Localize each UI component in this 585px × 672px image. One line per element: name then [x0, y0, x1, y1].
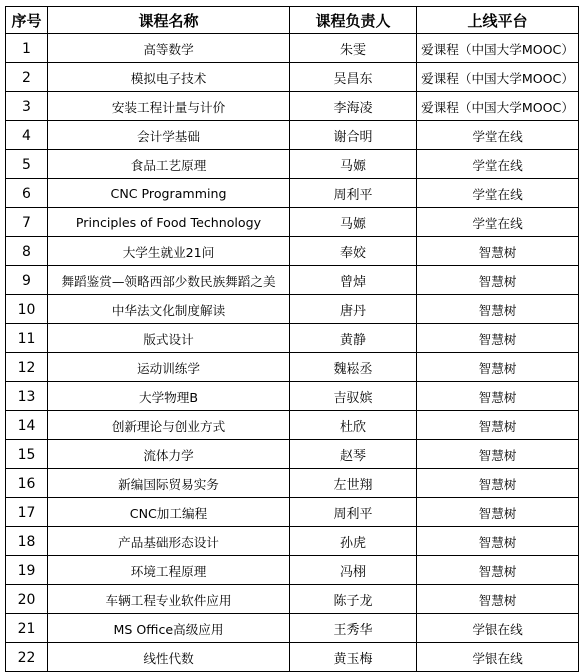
cell-index: 2 [6, 63, 48, 92]
table-row [6, 469, 579, 498]
cell-course-owner: 曾焯 [290, 266, 417, 295]
table-row [6, 527, 579, 556]
cell-index: 21 [6, 614, 48, 643]
cell-course-owner: 黄静 [290, 324, 417, 353]
cell-course-name: CNC加工编程 [48, 498, 290, 527]
cell-course-name: 运动训练学 [48, 353, 290, 382]
cell-index: 10 [6, 295, 48, 324]
cell-platform: 智慧树 [417, 556, 579, 585]
cell-course-name: 会计学基础 [48, 121, 290, 150]
cell-course-name: 食品工艺原理 [48, 150, 290, 179]
cell-course-owner: 马嫄 [290, 208, 417, 237]
course-table [5, 6, 579, 672]
cell-course-name: 线性代数 [48, 643, 290, 672]
cell-course-name: 车辆工程专业软件应用 [48, 585, 290, 614]
table-row [6, 643, 579, 672]
cell-index: 5 [6, 150, 48, 179]
cell-index: 22 [6, 643, 48, 672]
cell-course-name: 中华法文化制度解读 [48, 295, 290, 324]
cell-course-owner: 马嫄 [290, 150, 417, 179]
column-header-index: 序号 [6, 7, 48, 34]
cell-index: 20 [6, 585, 48, 614]
table-row [6, 614, 579, 643]
table-row [6, 498, 579, 527]
cell-course-owner: 冯栩 [290, 556, 417, 585]
cell-course-owner: 孙虎 [290, 527, 417, 556]
cell-course-owner: 朱雯 [290, 34, 417, 63]
column-header-course-name: 课程名称 [48, 7, 290, 34]
cell-course-name: 环境工程原理 [48, 556, 290, 585]
cell-index: 18 [6, 527, 48, 556]
table-row [6, 324, 579, 353]
cell-index: 8 [6, 237, 48, 266]
cell-course-name: 大学物理B [48, 382, 290, 411]
cell-platform: 学堂在线 [417, 121, 579, 150]
cell-course-name: MS Office高级应用 [48, 614, 290, 643]
cell-index: 16 [6, 469, 48, 498]
cell-platform: 爱课程（中国大学MOOC） [417, 34, 579, 63]
cell-course-name: 创新理论与创业方式 [48, 411, 290, 440]
cell-index: 1 [6, 34, 48, 63]
cell-platform: 智慧树 [417, 353, 579, 382]
cell-platform: 智慧树 [417, 324, 579, 353]
cell-course-owner: 吴昌东 [290, 63, 417, 92]
spreadsheet [5, 6, 579, 672]
cell-platform: 爱课程（中国大学MOOC） [417, 92, 579, 121]
table-row [6, 382, 579, 411]
cell-index: 19 [6, 556, 48, 585]
table-row [6, 92, 579, 121]
table-row [6, 179, 579, 208]
cell-platform: 智慧树 [417, 527, 579, 556]
cell-index: 17 [6, 498, 48, 527]
table-row [6, 411, 579, 440]
cell-platform: 智慧树 [417, 411, 579, 440]
cell-course-owner: 陈子龙 [290, 585, 417, 614]
cell-platform: 智慧树 [417, 585, 579, 614]
cell-index: 12 [6, 353, 48, 382]
cell-index: 11 [6, 324, 48, 353]
cell-index: 14 [6, 411, 48, 440]
cell-course-owner: 谢合明 [290, 121, 417, 150]
cell-course-name: Principles of Food Technology [48, 208, 290, 237]
cell-platform: 智慧树 [417, 498, 579, 527]
table-row [6, 556, 579, 585]
cell-course-name: 产品基础形态设计 [48, 527, 290, 556]
cell-course-name: 高等数学 [48, 34, 290, 63]
header-row [6, 7, 579, 34]
column-header-course-owner: 课程负责人 [290, 7, 417, 34]
table-row [6, 121, 579, 150]
cell-course-owner: 魏崧丞 [290, 353, 417, 382]
cell-course-name: 新编国际贸易实务 [48, 469, 290, 498]
cell-course-name: 版式设计 [48, 324, 290, 353]
cell-platform: 学堂在线 [417, 179, 579, 208]
cell-course-name: 流体力学 [48, 440, 290, 469]
cell-index: 6 [6, 179, 48, 208]
cell-index: 4 [6, 121, 48, 150]
table-row [6, 295, 579, 324]
table-row [6, 353, 579, 382]
cell-platform: 学银在线 [417, 614, 579, 643]
cell-platform: 智慧树 [417, 237, 579, 266]
cell-platform: 智慧树 [417, 440, 579, 469]
cell-course-name: 安装工程计量与计价 [48, 92, 290, 121]
cell-course-owner: 李海凌 [290, 92, 417, 121]
cell-course-name: 舞蹈鉴赏—领略西部少数民族舞蹈之美 [48, 266, 290, 295]
cell-course-name: CNC Programming [48, 179, 290, 208]
cell-platform: 爱课程（中国大学MOOC） [417, 63, 579, 92]
cell-platform: 学堂在线 [417, 208, 579, 237]
table-row [6, 440, 579, 469]
cell-course-owner: 左世翔 [290, 469, 417, 498]
cell-platform: 智慧树 [417, 295, 579, 324]
table-row [6, 208, 579, 237]
cell-course-name: 大学生就业21问 [48, 237, 290, 266]
cell-course-owner: 王秀华 [290, 614, 417, 643]
cell-index: 13 [6, 382, 48, 411]
table-body [6, 34, 579, 672]
cell-platform: 智慧树 [417, 382, 579, 411]
cell-course-owner: 黄玉梅 [290, 643, 417, 672]
cell-platform: 学堂在线 [417, 150, 579, 179]
cell-course-owner: 周利平 [290, 498, 417, 527]
cell-index: 7 [6, 208, 48, 237]
cell-course-owner: 赵琴 [290, 440, 417, 469]
table-row [6, 237, 579, 266]
table-row [6, 585, 579, 614]
cell-platform: 学银在线 [417, 643, 579, 672]
table-row [6, 150, 579, 179]
cell-course-owner: 奉姣 [290, 237, 417, 266]
cell-course-owner: 周利平 [290, 179, 417, 208]
cell-course-name: 模拟电子技术 [48, 63, 290, 92]
cell-platform: 智慧树 [417, 266, 579, 295]
cell-index: 9 [6, 266, 48, 295]
cell-course-owner: 杜欣 [290, 411, 417, 440]
cell-course-owner: 唐丹 [290, 295, 417, 324]
table-row [6, 34, 579, 63]
column-header-platform: 上线平台 [417, 7, 579, 34]
table-row [6, 266, 579, 295]
cell-course-owner: 吉驭嫔 [290, 382, 417, 411]
table-row [6, 63, 579, 92]
cell-platform: 智慧树 [417, 469, 579, 498]
cell-index: 3 [6, 92, 48, 121]
cell-index: 15 [6, 440, 48, 469]
